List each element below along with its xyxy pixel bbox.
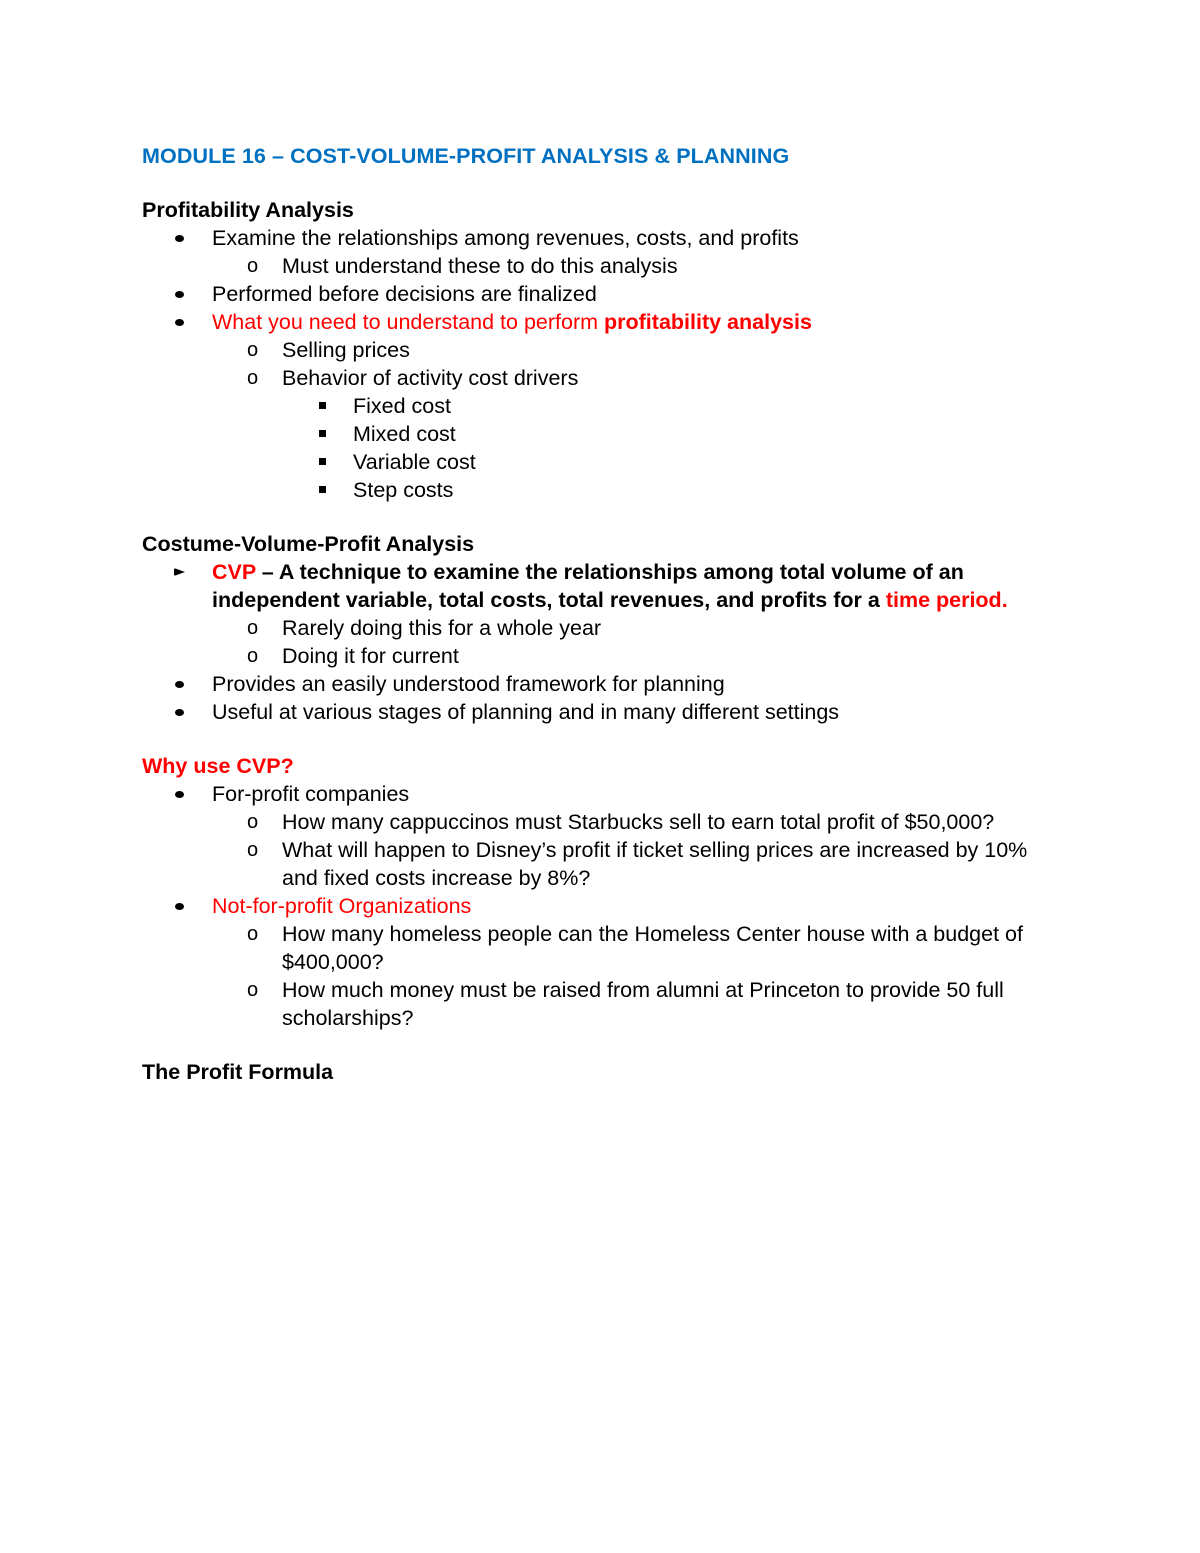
heading-profit-formula: The Profit Formula xyxy=(142,1060,334,1084)
bullet-list xyxy=(142,558,1062,726)
bullet-disc-icon xyxy=(175,319,184,326)
list-item: o What will happen to Disney’s profit if ticket selling prices are increased by 10% and fixed costs increase by 8%? xyxy=(247,838,1028,890)
bullet-circle-marker: o xyxy=(247,255,259,277)
list-item: o Doing it for current xyxy=(247,644,459,668)
bullet-disc-icon xyxy=(175,235,184,242)
list-item: Mixed cost xyxy=(142,420,1062,448)
list-item: o Rarely doing this for a whole year xyxy=(247,616,602,640)
bullet-disc-icon xyxy=(175,709,184,716)
bullet-circle-marker: o xyxy=(247,979,259,1001)
heading-profitability-analysis: Profitability Analysis xyxy=(142,198,354,222)
bullet-circle-marker: o xyxy=(247,839,259,861)
bullet-square-icon xyxy=(319,402,326,409)
bullet-disc-icon xyxy=(175,903,184,910)
list-item: CVP – A technique to examine the relationships among total volume of an independent variable, total costs, total revenues, and profits for a time period. xyxy=(142,558,1062,614)
list-item: Performed before decisions are finalized xyxy=(142,280,1062,308)
highlight-text: profitability analysis xyxy=(604,310,812,334)
bullet-circle-marker: o xyxy=(247,811,259,833)
list-item: o How much money must be raised from alumni at Princeton to provide 50 full scholarships? xyxy=(247,978,1004,1030)
list-item: Variable cost xyxy=(142,448,1062,476)
heading-cvp-analysis: Costume-Volume-Profit Analysis xyxy=(142,532,475,556)
bullet-circle-marker: o xyxy=(247,367,259,389)
bullet-square-icon xyxy=(319,458,326,465)
list-item: Provides an easily understood framework for planning xyxy=(142,670,1062,698)
bullet-circle-marker: o xyxy=(247,339,259,361)
section-why-use-cvp xyxy=(142,752,1062,1032)
list-item: o How many cappuccinos must Starbucks sell to earn total profit of $50,000? xyxy=(247,810,995,834)
list-item: What you need to understand to perform profitability analysis xyxy=(142,308,1062,336)
list-item: Not-for-profit Organizations xyxy=(142,892,1062,920)
list-item: o Selling prices xyxy=(247,338,410,362)
bullet-disc-icon xyxy=(175,681,184,688)
heading-why-use-cvp: Why use CVP? xyxy=(142,754,294,778)
bullet-arrow-icon xyxy=(174,568,185,576)
list-item: o How many homeless people can the Homeless Center house with a budget of $400,000? xyxy=(247,922,1023,974)
bullet-circle-marker: o xyxy=(247,923,259,945)
bullet-circle-marker: o xyxy=(247,617,259,639)
bullet-square-icon xyxy=(319,486,326,493)
list-item: o Behavior of activity cost drivers xyxy=(247,366,579,390)
bullet-list xyxy=(142,224,1062,504)
bullet-list xyxy=(142,780,1062,1032)
list-item: Step costs xyxy=(142,476,1062,504)
bullet-disc-icon xyxy=(175,791,184,798)
bullet-square-icon xyxy=(319,430,326,437)
list-item: Fixed cost xyxy=(142,392,1062,420)
list-item: Useful at various stages of planning and in many different settings xyxy=(142,698,1062,726)
list-item: For-profit companies xyxy=(142,780,1062,808)
section-cvp-analysis xyxy=(142,530,1062,726)
list-item: o Must understand these to do this analysis xyxy=(247,254,678,278)
bullet-circle-marker: o xyxy=(247,645,259,667)
bullet-disc-icon xyxy=(175,291,184,298)
list-item: Examine the relationships among revenues, costs, and profits xyxy=(142,224,1062,252)
cvp-term: CVP xyxy=(212,560,256,584)
module-title: MODULE 16 – COST-VOLUME-PROFIT ANALYSIS & PLANNING xyxy=(142,144,790,168)
section-profitability-analysis xyxy=(142,196,1062,504)
document-body xyxy=(142,142,1062,1112)
section-profit-formula xyxy=(142,1058,1062,1086)
